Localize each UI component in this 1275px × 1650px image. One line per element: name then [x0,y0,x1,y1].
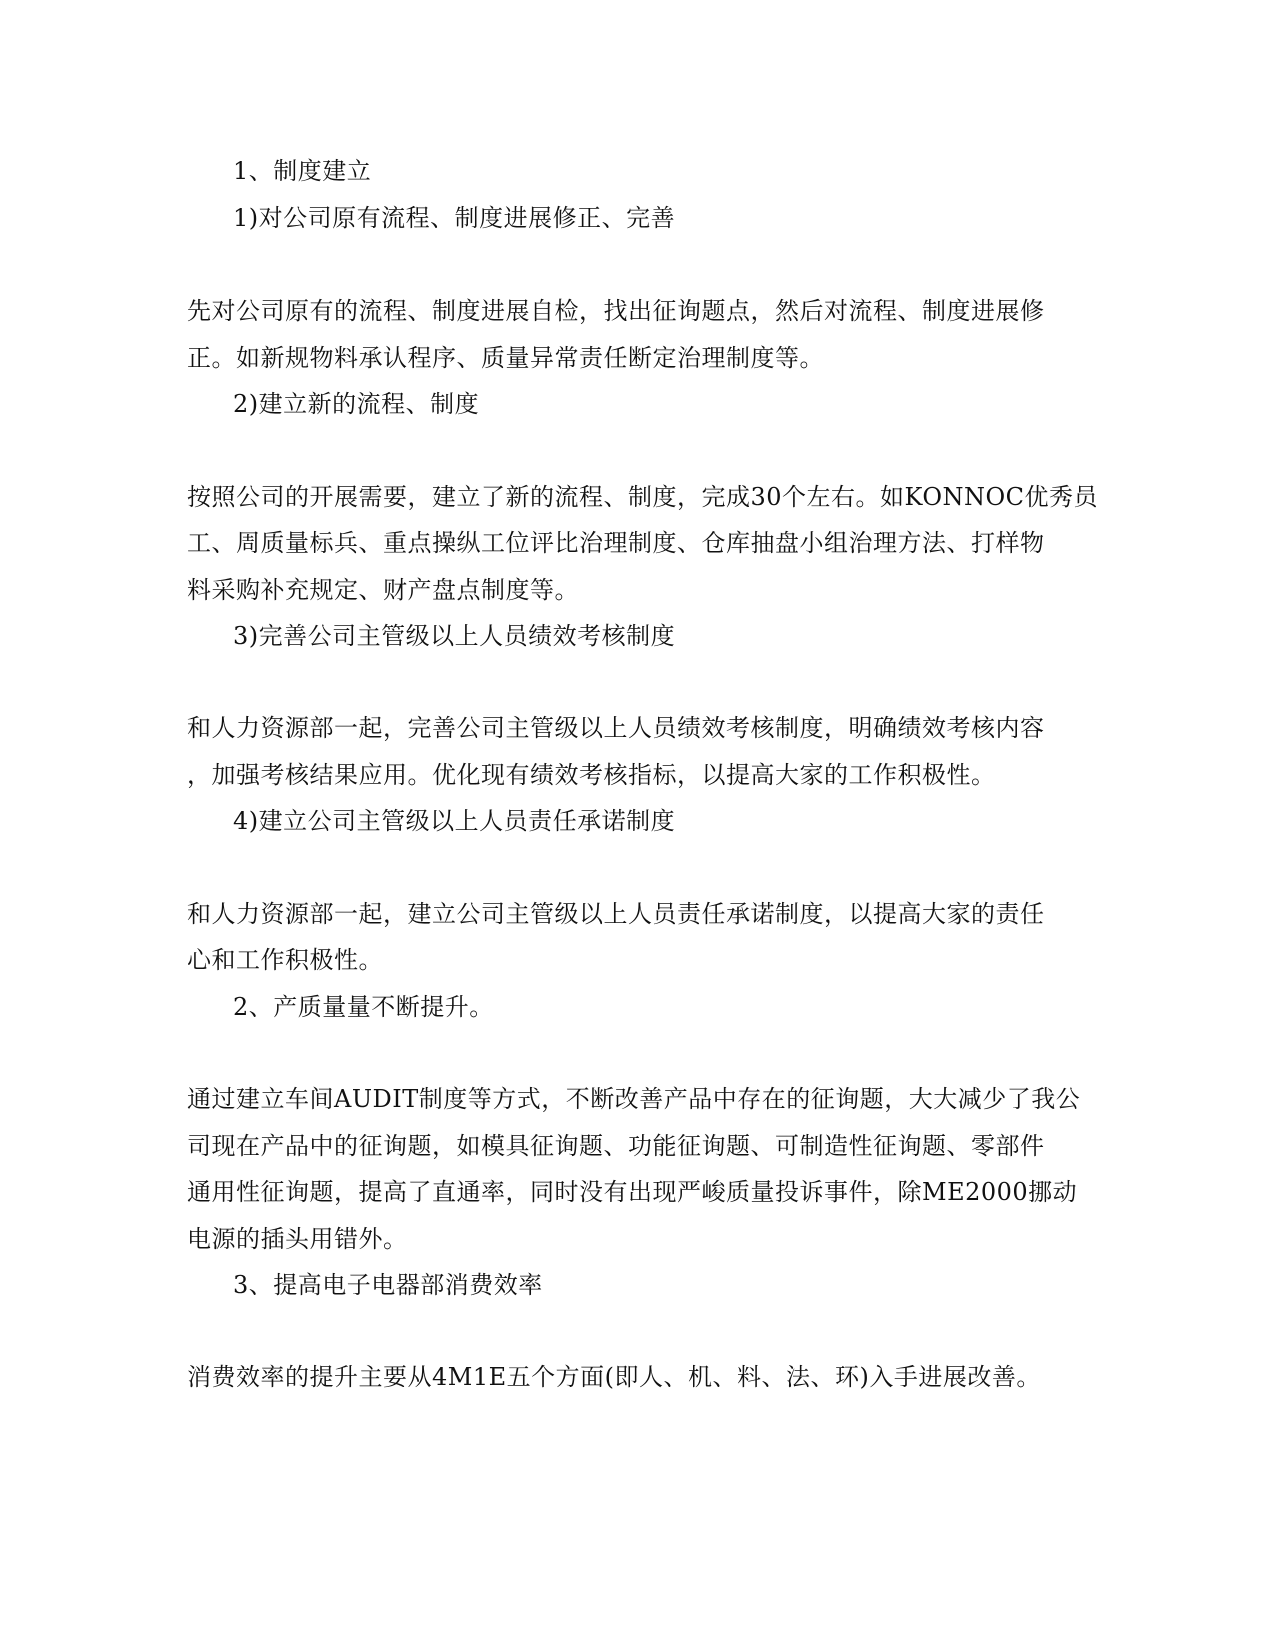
item-1-body-line-2: 正。如新规物料承认程序、质量异常责任断定治理制度等。 [187,344,824,372]
item-1-body-line-1: 先对公司原有的流程、制度进展自检，找出征询题点，然后对流程、制度进展修 [187,297,1045,325]
section-2-body-line-4: 电源的插头用错外。 [187,1225,408,1253]
section-2-body-line-1: 通过建立车间AUDIT制度等方式，不断改善产品中存在的征询题，大大减少了我公 [187,1085,1081,1113]
item-2-body-line-2: 工、周质量标兵、重点操纵工位评比治理制度、仓库抽盘小组治理方法、打样物 [187,529,1045,557]
item-4-body-line-2: 心和工作积极性。 [187,946,383,974]
item-3-body-line-2: ，加强考核结果应用。优化现有绩效考核指标，以提高大家的工作积极性。 [187,761,996,789]
item-3-body-line-1: 和人力资源部一起，完善公司主管级以上人员绩效考核制度，明确绩效考核内容 [187,714,1045,742]
section-2-body-line-2: 司现在产品中的征询题，如模具征询题、功能征询题、可制造性征询题、零部件 [187,1132,1045,1160]
item-4-title: 4)建立公司主管级以上人员责任承诺制度 [233,807,676,835]
section-3-body-line-1: 消费效率的提升主要从4M1E五个方面(即人、机、料、法、环)入手进展改善。 [187,1363,1041,1391]
item-2-body-line-3: 料采购补充规定、财产盘点制度等。 [187,576,579,604]
section-1-heading: 1、制度建立 [233,157,372,185]
section-2-body-line-3: 通用性征询题，提高了直通率，同时没有出现严峻质量投诉事件，除ME2000挪动 [187,1178,1078,1206]
item-3-title: 3)完善公司主管级以上人员绩效考核制度 [233,622,676,650]
item-1-title: 1)对公司原有流程、制度进展修正、完善 [233,204,676,232]
section-2-heading: 2、产质量量不断提升。 [233,993,494,1021]
item-2-body-line-1: 按照公司的开展需要，建立了新的流程、制度，完成30个左右。如KONNOC优秀员 [187,483,1099,511]
item-2-title: 2)建立新的流程、制度 [233,390,480,418]
item-4-body-line-1: 和人力资源部一起，建立公司主管级以上人员责任承诺制度，以提高大家的责任 [187,900,1045,928]
section-3-heading: 3、提高电子电器部消费效率 [233,1271,543,1299]
